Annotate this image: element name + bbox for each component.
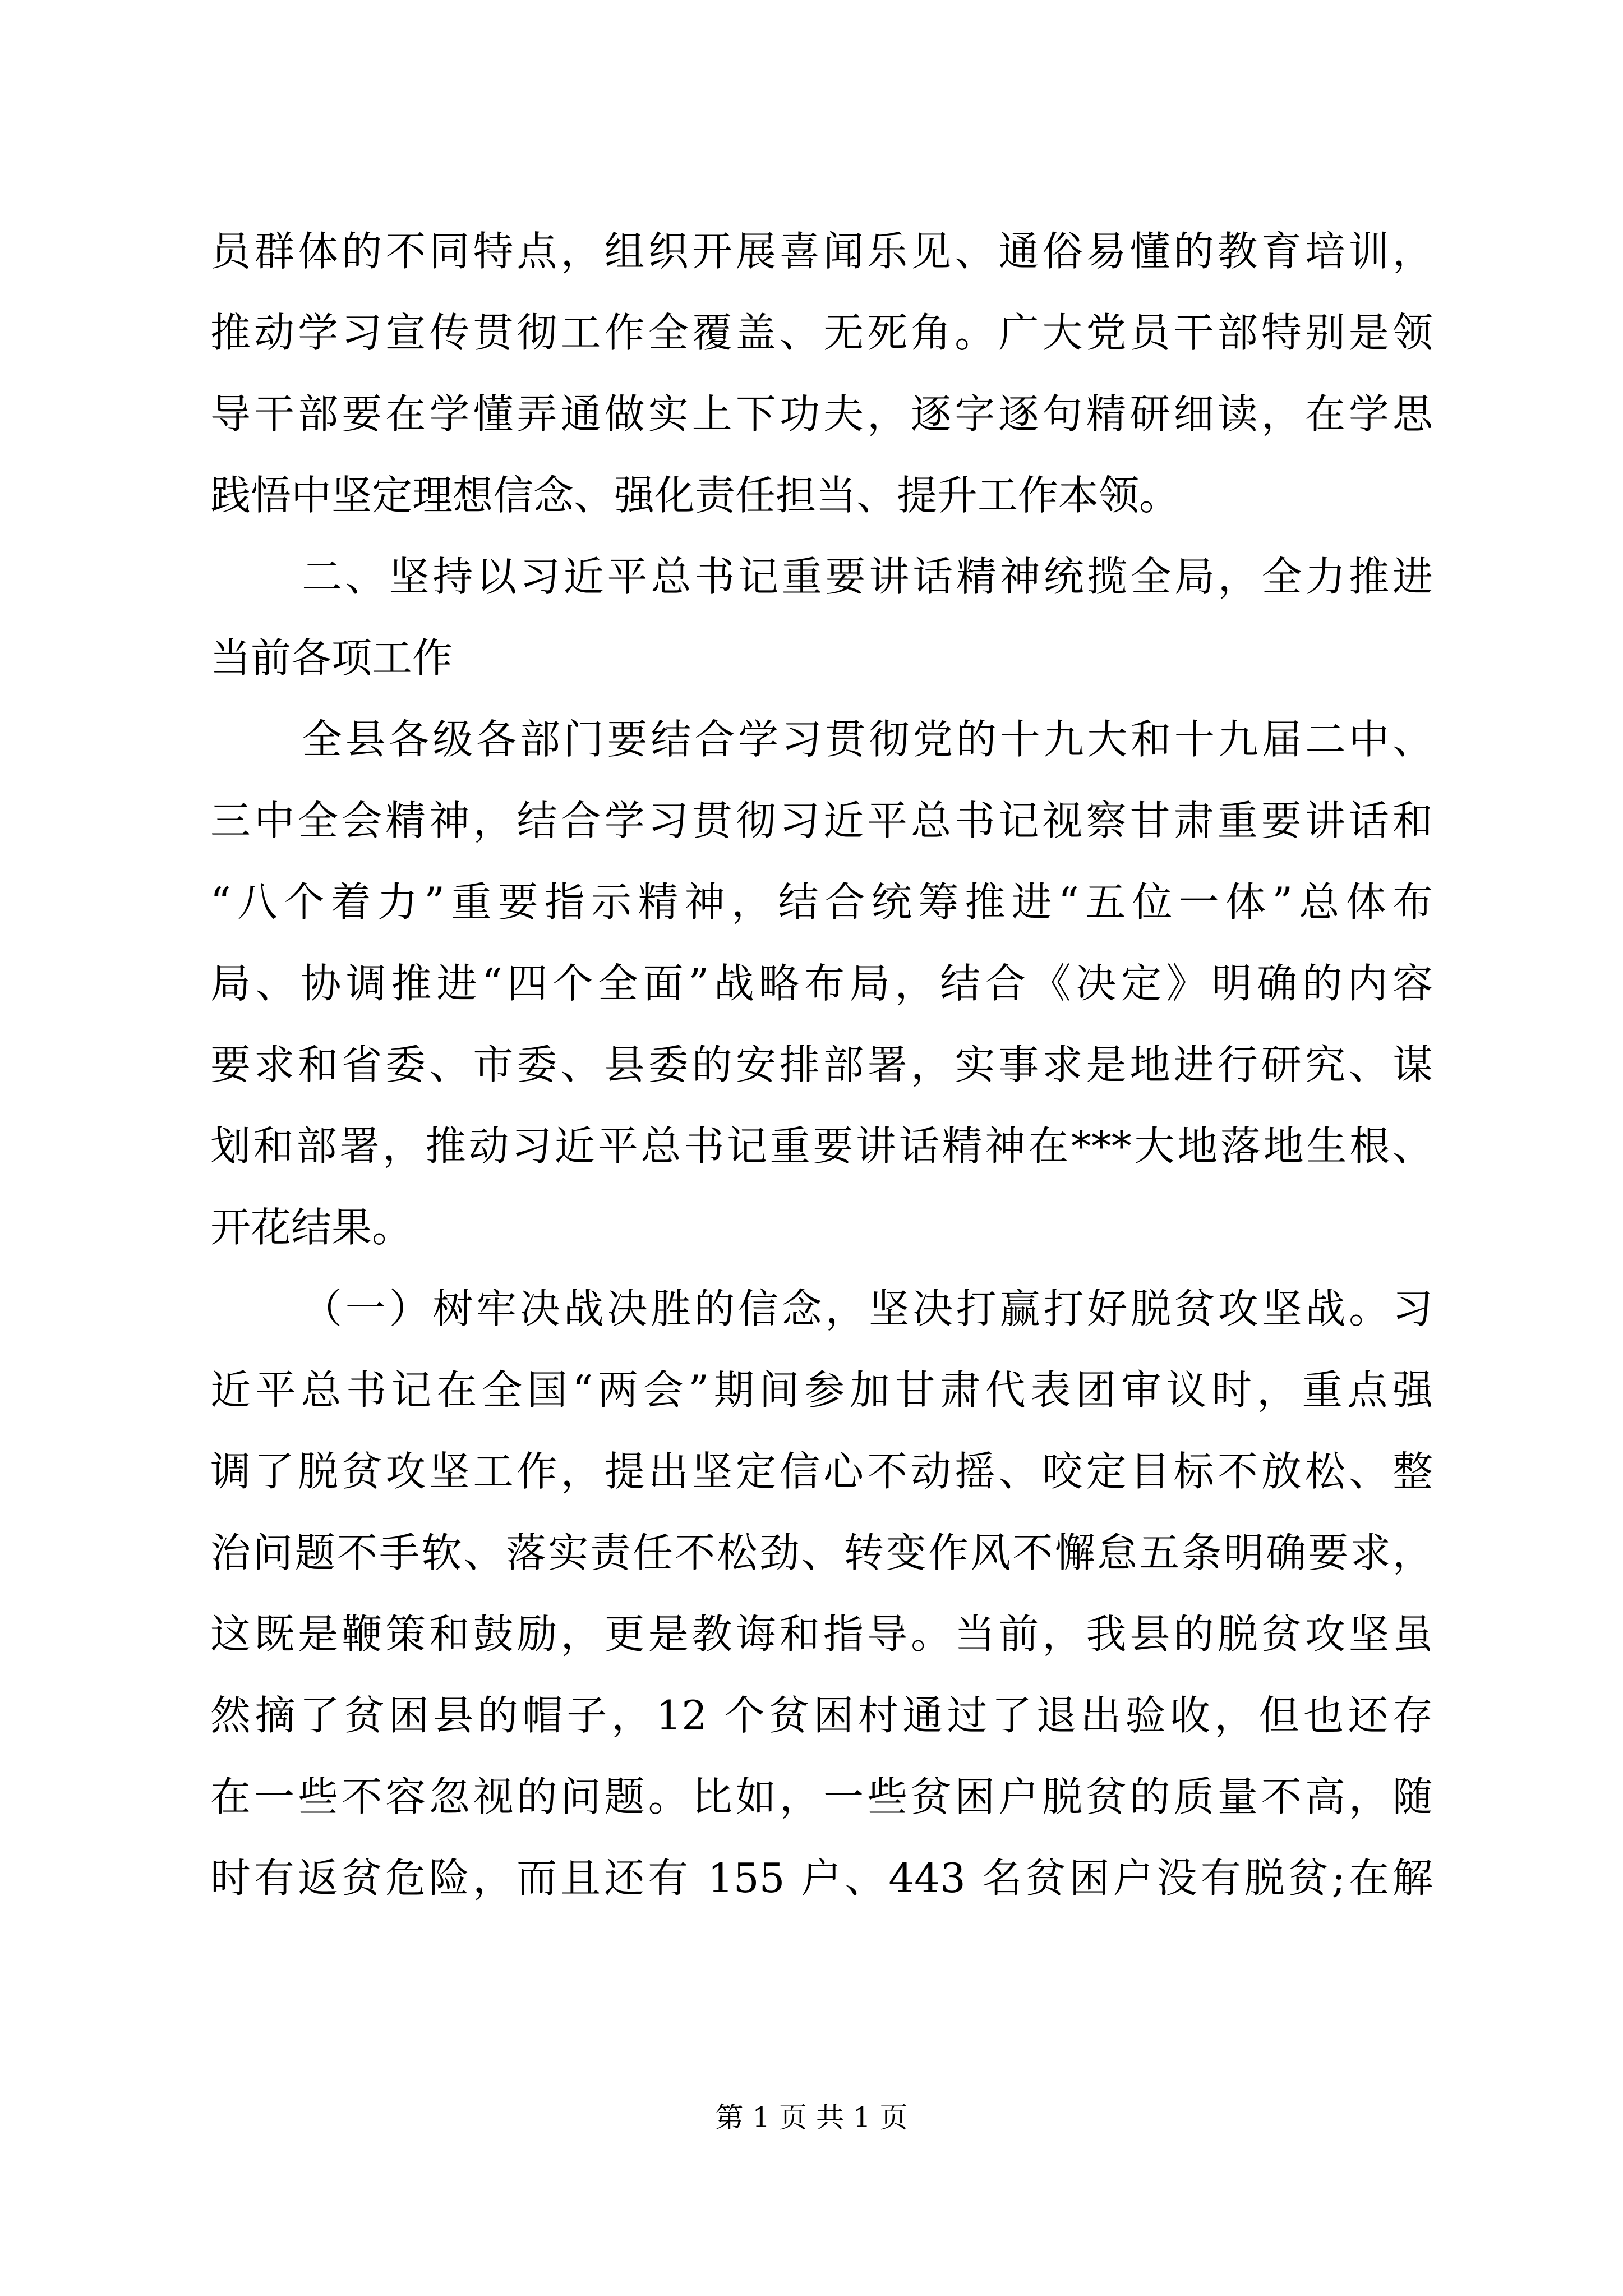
text-line: 员群体的不同特点，组织开展喜闻乐见、通俗易懂的教育培训， [210, 228, 1433, 275]
text-line: 推动学习宣传贯彻工作全覆盖、无死角。广大党员干部特别是领 [210, 309, 1433, 356]
text-line: 局、协调推进“四个全面”战略布局，结合《决定》明确的内容 [210, 960, 1433, 1007]
text-line: 治问题不手软、落实责任不松劲、转变作风不懈怠五条明确要求， [210, 1529, 1433, 1576]
text-line: 时有返贫危险，而且还有 155 户、443 名贫困户没有脱贫;在解 [210, 1855, 1433, 1902]
text-line: 开花结果。 [210, 1204, 413, 1251]
page-footer: 第 1 页 共 1 页 [715, 2101, 908, 2134]
text-line: 三中全会精神，结合学习贯彻习近平总书记视察甘肃重要讲话和 [210, 797, 1433, 844]
text-line: 划和部署，推动习近平总书记重要讲话精神在***大地落地生根、 [210, 1122, 1433, 1170]
text-line: 然摘了贫困县的帽子，12 个贫困村通过了退出验收，但也还存 [210, 1692, 1433, 1739]
section-heading-line: 二、坚持以习近平总书记重要讲话精神统揽全局，全力推进 [302, 553, 1433, 600]
text-line: （一）树牢决战决胜的信念，坚决打赢打好脱贫攻坚战。习 [302, 1285, 1433, 1332]
text-line: 在一些不容忽视的问题。比如，一些贫困户脱贫的质量不高，随 [210, 1773, 1433, 1820]
section-heading-line: 当前各项工作 [210, 634, 453, 682]
text-line: 近平总书记在全国“两会”期间参加甘肃代表团审议时，重点强 [210, 1366, 1433, 1414]
text-line: 践悟中坚定理想信念、强化责任担当、提升工作本领。 [210, 472, 1180, 519]
text-line: 导干部要在学懂弄通做实上下功夫，逐字逐句精研细读，在学思 [210, 390, 1433, 438]
text-line: “八个着力”重要指示精神，结合统筹推进“五位一体”总体布 [210, 878, 1433, 926]
text-line: 要求和省委、市委、县委的安排部署，实事求是地进行研究、谋 [210, 1041, 1433, 1088]
text-line: 调了脱贫攻坚工作，提出坚定信心不动摇、咬定目标不放松、整 [210, 1448, 1433, 1495]
text-line: 这既是鞭策和鼓励，更是教诲和指导。当前，我县的脱贫攻坚虽 [210, 1611, 1433, 1658]
text-line: 全县各级各部门要结合学习贯彻党的十九大和十九届二中、 [302, 716, 1433, 763]
